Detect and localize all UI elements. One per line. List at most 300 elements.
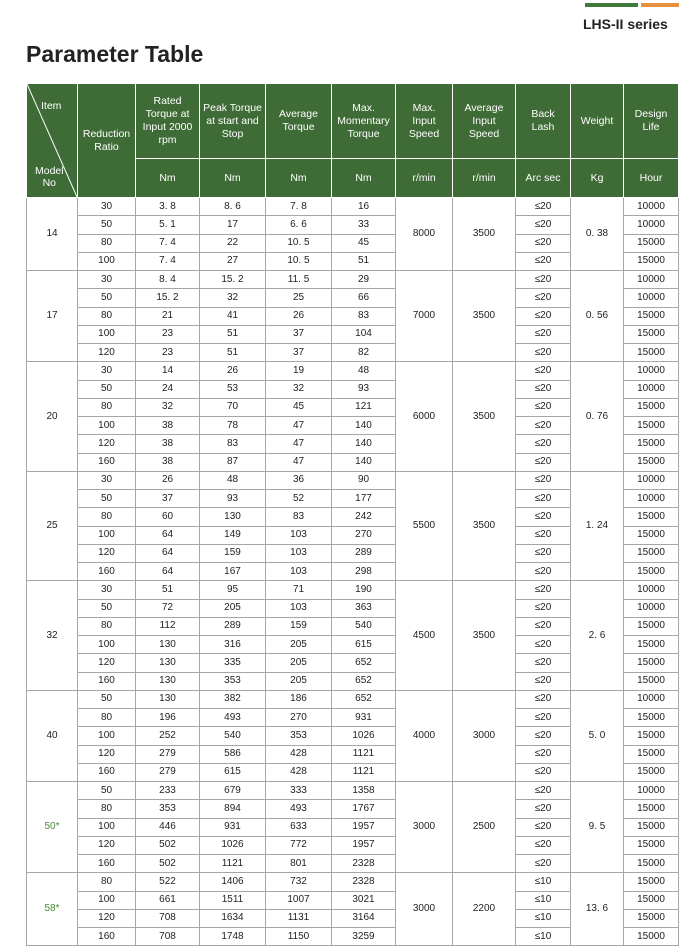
momentary-torque-cell: 270: [332, 526, 396, 544]
column-header: [516, 84, 571, 159]
average-input-speed-cell: 3500: [453, 198, 516, 271]
average-torque-cell: 19: [266, 362, 332, 380]
peak-torque-cell: 26: [200, 362, 266, 380]
rated-torque-cell: 60: [136, 508, 200, 526]
parameter-table: [26, 83, 679, 946]
average-torque-cell: 7. 8: [266, 198, 332, 216]
weight-cell: 0. 56: [571, 271, 624, 362]
backlash-cell: ≤20: [516, 745, 571, 763]
design-life-cell: 10000: [624, 216, 679, 234]
average-torque-cell: 47: [266, 417, 332, 435]
backlash-cell: ≤20: [516, 252, 571, 270]
momentary-torque-cell: 51: [332, 252, 396, 270]
peak-torque-cell: 149: [200, 526, 266, 544]
header-row: [27, 84, 679, 159]
ratio-cell: 120: [78, 745, 136, 763]
design-life-cell: 10000: [624, 362, 679, 380]
unit-header: Hour: [624, 159, 679, 198]
ratio-cell: 50: [78, 380, 136, 398]
peak-torque-cell: 53: [200, 380, 266, 398]
weight-cell: 0. 76: [571, 362, 624, 472]
model-label-line: Model: [35, 165, 64, 177]
peak-torque-cell: 22: [200, 234, 266, 252]
model-number-cell: 25: [27, 471, 78, 581]
ratio-cell: 80: [78, 800, 136, 818]
average-torque-cell: 205: [266, 636, 332, 654]
design-life-cell: 15000: [624, 307, 679, 325]
momentary-torque-cell: 1767: [332, 800, 396, 818]
column-header-line: Weight: [580, 114, 614, 127]
model-label: [35, 165, 64, 189]
peak-torque-cell: 1026: [200, 836, 266, 854]
rated-torque-cell: 14: [136, 362, 200, 380]
unit-header: Nm: [136, 159, 200, 198]
momentary-torque-cell: 540: [332, 617, 396, 635]
column-header-line: Torque: [347, 127, 380, 140]
peak-torque-cell: 87: [200, 453, 266, 471]
peak-torque-cell: 1748: [200, 928, 266, 946]
peak-torque-cell: 83: [200, 435, 266, 453]
max-input-speed-cell: 3000: [396, 782, 453, 873]
momentary-torque-cell: 16: [332, 198, 396, 216]
average-torque-cell: 205: [266, 654, 332, 672]
ratio-cell: 30: [78, 271, 136, 289]
ratio-cell: 100: [78, 818, 136, 836]
peak-torque-cell: 41: [200, 307, 266, 325]
column-header-line: Max.: [352, 101, 375, 114]
rated-torque-cell: 3. 8: [136, 198, 200, 216]
backlash-cell: ≤20: [516, 271, 571, 289]
ratio-cell: 120: [78, 344, 136, 362]
max-input-speed-cell: 7000: [396, 271, 453, 362]
design-life-cell: 15000: [624, 709, 679, 727]
rated-torque-cell: 5. 1: [136, 216, 200, 234]
average-torque-cell: 36: [266, 471, 332, 489]
ratio-cell: 80: [78, 234, 136, 252]
rated-torque-cell: 279: [136, 745, 200, 763]
ratio-cell: 80: [78, 873, 136, 891]
backlash-cell: ≤20: [516, 234, 571, 252]
rated-torque-cell: 112: [136, 617, 200, 635]
momentary-torque-cell: 1957: [332, 818, 396, 836]
rated-torque-cell: 252: [136, 727, 200, 745]
design-life-cell: 15000: [624, 873, 679, 891]
column-header-line: Input 2000: [142, 121, 193, 133]
design-life-cell: 15000: [624, 325, 679, 343]
peak-torque-cell: 70: [200, 398, 266, 416]
design-life-cell: 10000: [624, 271, 679, 289]
peak-torque-cell: 316: [200, 636, 266, 654]
momentary-torque-cell: 363: [332, 599, 396, 617]
average-torque-cell: 47: [266, 435, 332, 453]
ratio-cell: 50: [78, 289, 136, 307]
model-number-cell: 58*: [27, 873, 78, 946]
ratio-cell: 100: [78, 727, 136, 745]
backlash-cell: ≤20: [516, 855, 571, 873]
column-header-line: Speed: [408, 127, 440, 140]
design-life-cell: 15000: [624, 544, 679, 562]
average-torque-cell: 32: [266, 380, 332, 398]
backlash-cell: ≤10: [516, 928, 571, 946]
rated-torque-cell: 130: [136, 672, 200, 690]
momentary-torque-cell: 2328: [332, 855, 396, 873]
column-header-line: Torque: [282, 121, 315, 133]
backlash-cell: ≤20: [516, 836, 571, 854]
backlash-cell: ≤20: [516, 544, 571, 562]
rated-torque-cell: 26: [136, 471, 200, 489]
average-torque-cell: 633: [266, 818, 332, 836]
design-life-cell: 15000: [624, 763, 679, 781]
average-torque-cell: 10. 5: [266, 252, 332, 270]
ratio-cell: 160: [78, 453, 136, 471]
backlash-cell: ≤20: [516, 581, 571, 599]
column-header: [200, 84, 266, 159]
rated-torque-cell: 64: [136, 526, 200, 544]
ratio-cell: 80: [78, 307, 136, 325]
column-header-line: Input: [412, 114, 436, 127]
momentary-torque-cell: 298: [332, 563, 396, 581]
column-header-line: Max.: [412, 101, 436, 114]
ratio-cell: 30: [78, 198, 136, 216]
peak-torque-cell: 167: [200, 563, 266, 581]
average-torque-cell: 103: [266, 563, 332, 581]
peak-torque-cell: 1121: [200, 855, 266, 873]
ratio-cell: 160: [78, 672, 136, 690]
design-life-cell: 15000: [624, 818, 679, 836]
momentary-torque-cell: 83: [332, 307, 396, 325]
rated-torque-cell: 24: [136, 380, 200, 398]
rated-torque-cell: 130: [136, 636, 200, 654]
rated-torque-cell: 32: [136, 398, 200, 416]
rated-torque-cell: 64: [136, 544, 200, 562]
ratio-cell: 100: [78, 252, 136, 270]
average-input-speed-cell: 3500: [453, 271, 516, 362]
design-life-cell: 10000: [624, 380, 679, 398]
ratio-cell: 80: [78, 398, 136, 416]
backlash-cell: ≤20: [516, 727, 571, 745]
design-life-cell: 15000: [624, 836, 679, 854]
peak-torque-cell: 8. 6: [200, 198, 266, 216]
backlash-cell: ≤20: [516, 763, 571, 781]
column-header-line: Back: [531, 108, 555, 120]
model-number-cell: 17: [27, 271, 78, 362]
backlash-cell: ≤20: [516, 526, 571, 544]
rated-torque-cell: 38: [136, 453, 200, 471]
design-life-cell: 15000: [624, 928, 679, 946]
backlash-cell: ≤20: [516, 617, 571, 635]
peak-torque-cell: 159: [200, 544, 266, 562]
backlash-cell: ≤20: [516, 490, 571, 508]
average-torque-cell: 52: [266, 490, 332, 508]
rated-torque-cell: 23: [136, 325, 200, 343]
momentary-torque-cell: 190: [332, 581, 396, 599]
rated-torque-cell: 502: [136, 855, 200, 873]
design-life-cell: 15000: [624, 745, 679, 763]
rated-torque-cell: 502: [136, 836, 200, 854]
weight-cell: 13. 6: [571, 873, 624, 946]
design-life-cell: 15000: [624, 453, 679, 471]
max-input-speed-cell: 4000: [396, 690, 453, 781]
design-life-cell: 15000: [624, 398, 679, 416]
average-torque-cell: 1150: [266, 928, 332, 946]
momentary-torque-cell: 140: [332, 417, 396, 435]
backlash-cell: ≤20: [516, 417, 571, 435]
design-life-cell: 10000: [624, 599, 679, 617]
design-life-cell: 15000: [624, 508, 679, 526]
design-life-cell: 10000: [624, 782, 679, 800]
momentary-torque-cell: 652: [332, 690, 396, 708]
average-torque-cell: 353: [266, 727, 332, 745]
column-header-line: Average: [279, 108, 318, 120]
peak-torque-cell: 353: [200, 672, 266, 690]
rated-torque-cell: 51: [136, 581, 200, 599]
backlash-cell: ≤20: [516, 344, 571, 362]
design-life-cell: 15000: [624, 891, 679, 909]
ratio-cell: 100: [78, 526, 136, 544]
rated-torque-cell: 522: [136, 873, 200, 891]
rated-torque-cell: 21: [136, 307, 200, 325]
column-header-line: Lash: [531, 121, 555, 133]
design-life-cell: 15000: [624, 727, 679, 745]
momentary-torque-cell: 1121: [332, 763, 396, 781]
momentary-torque-cell: 177: [332, 490, 396, 508]
rated-torque-cell: 15. 2: [136, 289, 200, 307]
average-torque-cell: 26: [266, 307, 332, 325]
backlash-cell: ≤10: [516, 909, 571, 927]
item-model-header: [27, 84, 78, 198]
table-row: [27, 198, 679, 216]
column-header: [396, 84, 453, 159]
design-life-cell: 15000: [624, 435, 679, 453]
design-life-cell: 15000: [624, 417, 679, 435]
backlash-cell: ≤20: [516, 216, 571, 234]
momentary-torque-cell: 3021: [332, 891, 396, 909]
momentary-torque-cell: 140: [332, 453, 396, 471]
table-row: [27, 690, 679, 708]
column-header-line: Life: [642, 121, 660, 133]
column-header-line: at start and: [206, 114, 259, 127]
average-torque-cell: 103: [266, 544, 332, 562]
ratio-cell: 160: [78, 563, 136, 581]
rated-torque-cell: 8. 4: [136, 271, 200, 289]
ratio-cell: 120: [78, 544, 136, 562]
max-input-speed-cell: 8000: [396, 198, 453, 271]
peak-torque-cell: 17: [200, 216, 266, 234]
peak-torque-cell: 78: [200, 417, 266, 435]
column-header-line: Input: [472, 114, 496, 127]
backlash-cell: ≤20: [516, 563, 571, 581]
table-row: [27, 782, 679, 800]
momentary-torque-cell: 652: [332, 672, 396, 690]
green-accent-bar: [585, 3, 638, 7]
design-life-cell: 15000: [624, 617, 679, 635]
average-torque-cell: 428: [266, 763, 332, 781]
momentary-torque-cell: 3259: [332, 928, 396, 946]
backlash-cell: ≤20: [516, 398, 571, 416]
peak-torque-cell: 130: [200, 508, 266, 526]
ratio-cell: 160: [78, 763, 136, 781]
average-torque-cell: 333: [266, 782, 332, 800]
momentary-torque-cell: 3164: [332, 909, 396, 927]
average-torque-cell: 732: [266, 873, 332, 891]
table-row: [27, 362, 679, 380]
ratio-cell: 100: [78, 891, 136, 909]
peak-torque-cell: 32: [200, 289, 266, 307]
ratio-cell: 100: [78, 636, 136, 654]
momentary-torque-cell: 104: [332, 325, 396, 343]
peak-torque-cell: 1406: [200, 873, 266, 891]
unit-header: Kg: [571, 159, 624, 198]
momentary-torque-cell: 1358: [332, 782, 396, 800]
design-life-cell: 10000: [624, 581, 679, 599]
average-torque-cell: 103: [266, 526, 332, 544]
backlash-cell: ≤20: [516, 435, 571, 453]
column-header: [624, 84, 679, 159]
ratio-cell: 100: [78, 417, 136, 435]
ratio-cell: 120: [78, 909, 136, 927]
backlash-cell: ≤20: [516, 307, 571, 325]
backlash-cell: ≤20: [516, 672, 571, 690]
column-header: [136, 84, 200, 159]
peak-torque-cell: 615: [200, 763, 266, 781]
peak-torque-cell: 540: [200, 727, 266, 745]
ratio-cell: 50: [78, 690, 136, 708]
average-torque-cell: 428: [266, 745, 332, 763]
peak-torque-cell: 95: [200, 581, 266, 599]
model-number-cell: 20: [27, 362, 78, 472]
backlash-cell: ≤20: [516, 362, 571, 380]
momentary-torque-cell: 140: [332, 435, 396, 453]
column-header: [332, 84, 396, 159]
average-torque-cell: 1131: [266, 909, 332, 927]
peak-torque-cell: 51: [200, 344, 266, 362]
peak-torque-cell: 48: [200, 471, 266, 489]
weight-cell: 0. 38: [571, 198, 624, 271]
column-header-line: Peak Torque: [203, 101, 262, 114]
rated-torque-cell: 661: [136, 891, 200, 909]
rated-torque-cell: 196: [136, 709, 200, 727]
momentary-torque-cell: 2328: [332, 873, 396, 891]
backlash-cell: ≤20: [516, 325, 571, 343]
reduction-ratio-header: [78, 84, 136, 198]
peak-torque-cell: 51: [200, 325, 266, 343]
ratio-cell: 80: [78, 617, 136, 635]
ratio-cell: 50: [78, 782, 136, 800]
average-torque-cell: 493: [266, 800, 332, 818]
unit-header: r/min: [453, 159, 516, 198]
unit-header: Nm: [332, 159, 396, 198]
backlash-cell: ≤20: [516, 636, 571, 654]
backlash-cell: ≤10: [516, 891, 571, 909]
ratio-label-line: Reduction: [82, 127, 131, 140]
backlash-cell: ≤20: [516, 782, 571, 800]
max-input-speed-cell: 5500: [396, 471, 453, 581]
average-torque-cell: 11. 5: [266, 271, 332, 289]
ratio-cell: 30: [78, 581, 136, 599]
momentary-torque-cell: 615: [332, 636, 396, 654]
average-input-speed-cell: 3000: [453, 690, 516, 781]
momentary-torque-cell: 652: [332, 654, 396, 672]
rated-torque-cell: 23: [136, 344, 200, 362]
average-torque-cell: 45: [266, 398, 332, 416]
average-torque-cell: 47: [266, 453, 332, 471]
backlash-cell: ≤10: [516, 873, 571, 891]
momentary-torque-cell: 121: [332, 398, 396, 416]
peak-torque-cell: 493: [200, 709, 266, 727]
backlash-cell: ≤20: [516, 599, 571, 617]
average-input-speed-cell: 2200: [453, 873, 516, 946]
ratio-cell: 120: [78, 435, 136, 453]
average-torque-cell: 25: [266, 289, 332, 307]
momentary-torque-cell: 242: [332, 508, 396, 526]
ratio-cell: 30: [78, 471, 136, 489]
peak-torque-cell: 27: [200, 252, 266, 270]
design-life-cell: 15000: [624, 654, 679, 672]
average-input-speed-cell: 2500: [453, 782, 516, 873]
item-label: Item: [41, 100, 62, 112]
design-life-cell: 15000: [624, 344, 679, 362]
ratio-cell: 50: [78, 599, 136, 617]
average-input-speed-cell: 3500: [453, 581, 516, 691]
average-torque-cell: 71: [266, 581, 332, 599]
rated-torque-cell: 38: [136, 417, 200, 435]
design-life-cell: 15000: [624, 909, 679, 927]
design-life-cell: 10000: [624, 471, 679, 489]
momentary-torque-cell: 48: [332, 362, 396, 380]
model-number-cell: 50*: [27, 782, 78, 873]
average-torque-cell: 1007: [266, 891, 332, 909]
ratio-label-line: Ratio: [94, 140, 119, 153]
momentary-torque-cell: 289: [332, 544, 396, 562]
average-torque-cell: 83: [266, 508, 332, 526]
model-label-line: No: [42, 177, 57, 189]
average-input-speed-cell: 3500: [453, 471, 516, 581]
table-row: [27, 581, 679, 599]
column-header-line: Momentary: [337, 114, 390, 127]
ratio-cell: 160: [78, 855, 136, 873]
page-title: Parameter Table: [26, 41, 204, 67]
design-life-cell: 15000: [624, 855, 679, 873]
design-life-cell: 15000: [624, 636, 679, 654]
momentary-torque-cell: 1957: [332, 836, 396, 854]
column-header-line: Speed: [468, 127, 500, 140]
rated-torque-cell: 72: [136, 599, 200, 617]
average-torque-cell: 37: [266, 325, 332, 343]
momentary-torque-cell: 66: [332, 289, 396, 307]
design-life-cell: 10000: [624, 289, 679, 307]
max-input-speed-cell: 6000: [396, 362, 453, 472]
momentary-torque-cell: 90: [332, 471, 396, 489]
backlash-cell: ≤20: [516, 453, 571, 471]
design-life-cell: 10000: [624, 690, 679, 708]
column-header-line: rpm: [158, 134, 177, 146]
peak-torque-cell: 205: [200, 599, 266, 617]
rated-torque-cell: 7. 4: [136, 252, 200, 270]
average-torque-cell: 801: [266, 855, 332, 873]
design-life-cell: 10000: [624, 490, 679, 508]
average-torque-cell: 10. 5: [266, 234, 332, 252]
column-header: [266, 84, 332, 159]
design-life-cell: 15000: [624, 563, 679, 581]
momentary-torque-cell: 45: [332, 234, 396, 252]
average-torque-cell: 186: [266, 690, 332, 708]
table-row: [27, 471, 679, 489]
momentary-torque-cell: 93: [332, 380, 396, 398]
rated-torque-cell: 279: [136, 763, 200, 781]
momentary-torque-cell: 33: [332, 216, 396, 234]
momentary-torque-cell: 931: [332, 709, 396, 727]
ratio-cell: 80: [78, 709, 136, 727]
